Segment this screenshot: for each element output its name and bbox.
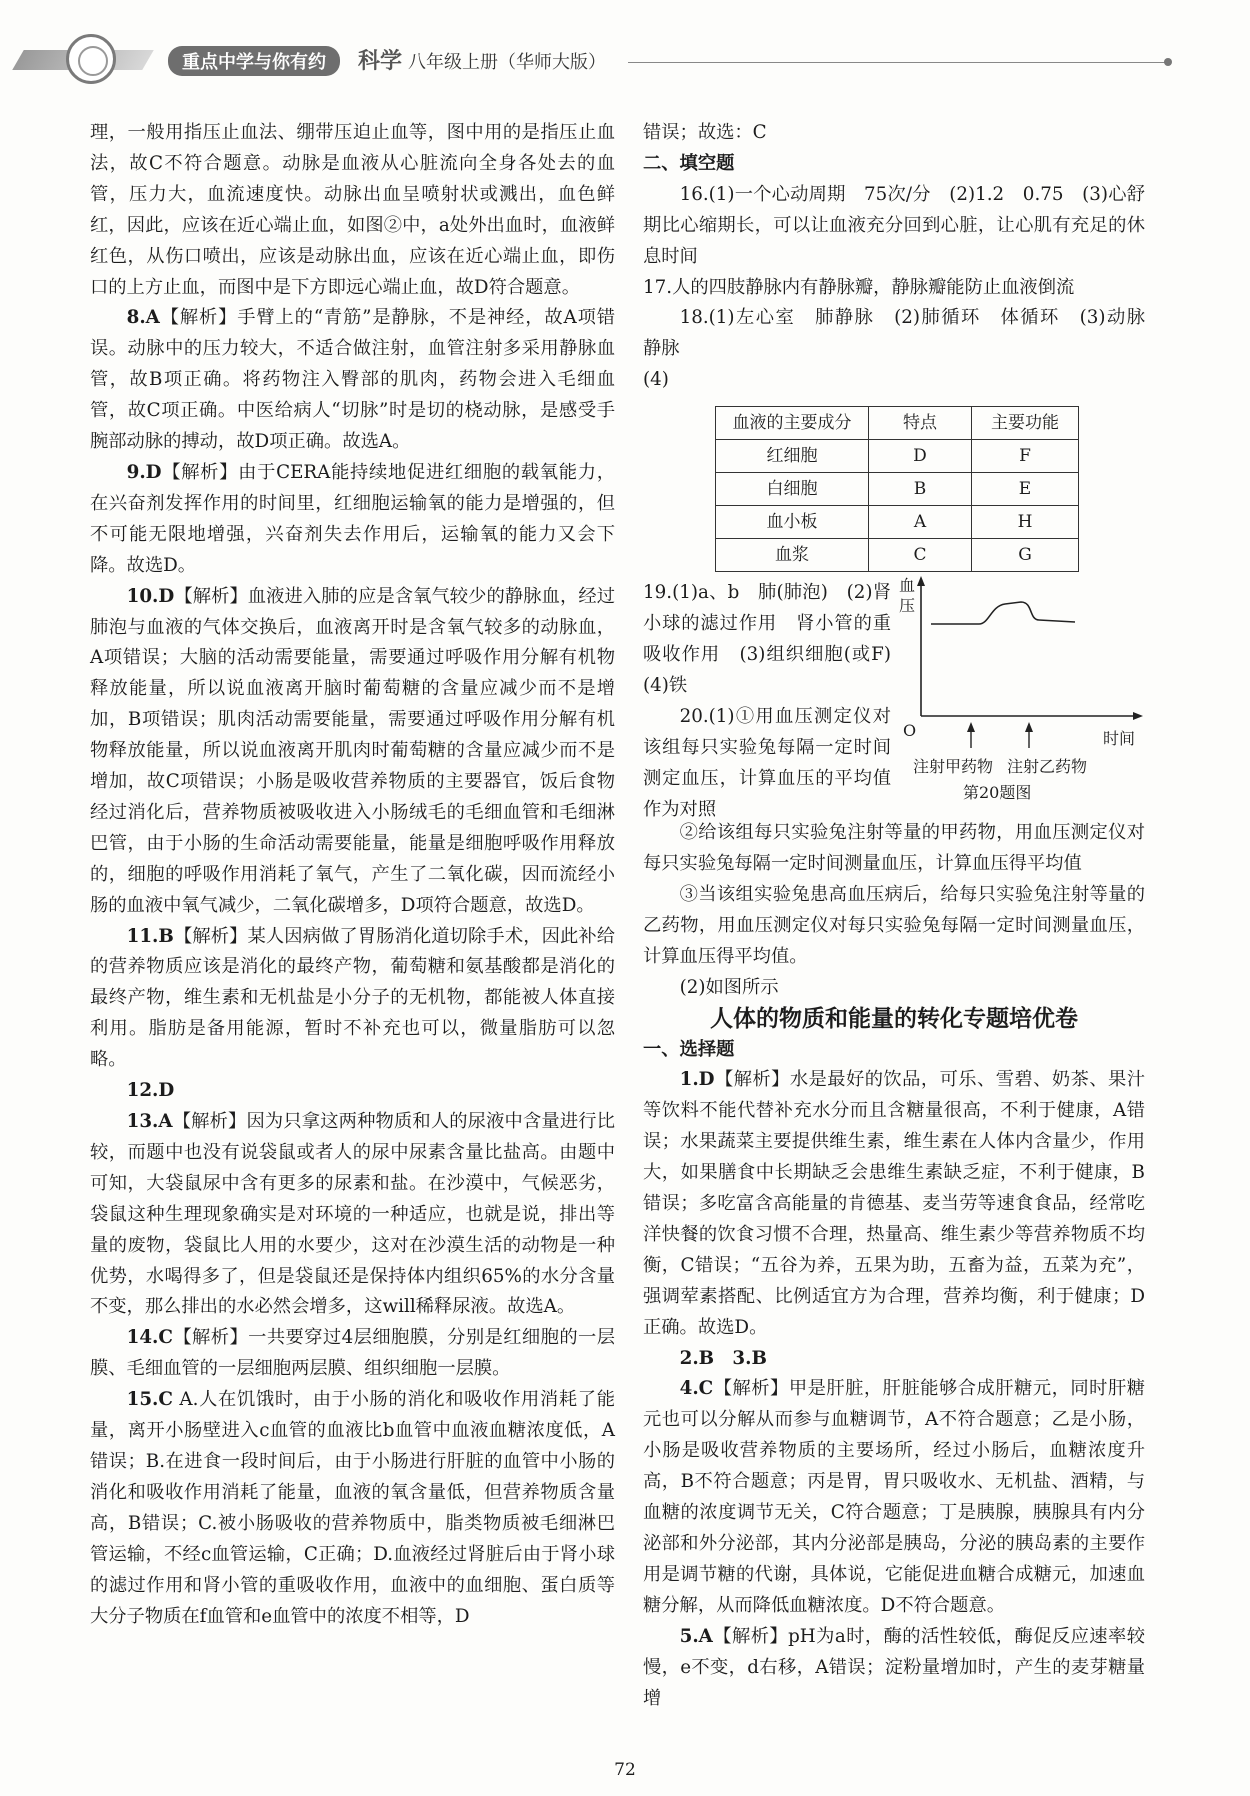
- answer-12: [90, 1076, 615, 1107]
- answer-9-text: 【解析】由于CERA能持续地促进红细胞的载氧能力，在兴奋剂发挥作用的时间里，红细胞运输氧的能力是增强的，但不可能无限地增强，兴奋剂失去作用后，运输氧的能力又会下降。故选D。: [90, 461, 615, 576]
- answer-8-text: 【解析】手臂上的“青筋”是静脉，不是神经，故A项错误。动脉中的压力较大，不适合做注射，血管注射多采用静脉血管，故B项正确。将药物注入臀部的肌肉，药物会进入毛细血管，故C项正确。中医给病人“切脉”时是切的桡动脉，是感受手腕部动脉的搏动，故D项正确。故选A。: [90, 307, 615, 453]
- answer-19-20-text: [643, 578, 910, 825]
- answer-8-number: 8.A: [126, 307, 160, 329]
- answer-20-part1: 20.(1)①用血压测定仪对该组每只实验兔每隔一定时间测定血压，计算血压的平均值作为对照: [643, 705, 891, 820]
- answer-15: [90, 1385, 615, 1632]
- answer-20-part2: ②给该组每只实验兔注射等量的甲药物，用血压测定仪对每只实验兔每隔一定时间测量血压，计算血压得平均值: [643, 822, 1145, 875]
- grade-title: 八年级上册（华师大版）: [408, 52, 606, 73]
- blood-component-table: [715, 406, 1079, 572]
- answer-14-text: 【解析】一共要穿过4层细胞膜，分别是红细胞的一层膜、毛细血管的一层细胞两层膜、组织细胞一层膜。: [90, 1327, 615, 1380]
- table-cell: E: [972, 473, 1079, 506]
- special-answer-5-number: 5.A: [679, 1625, 713, 1647]
- continued-answer-right: 错误；故选：C: [643, 122, 767, 143]
- table-row: [716, 473, 1079, 506]
- table-cell: 血小板: [716, 506, 869, 539]
- table-cell: D: [869, 440, 972, 473]
- table-cell: F: [972, 440, 1079, 473]
- answer-13-number: 13.A: [126, 1111, 173, 1132]
- table-cell: G: [972, 539, 1079, 572]
- table-header-row: [716, 407, 1079, 440]
- answer-9: [90, 458, 615, 582]
- table-cell: C: [869, 539, 972, 572]
- school-badge-icon: [66, 34, 116, 84]
- subject-title: 科学: [358, 49, 403, 74]
- arrow-up-icon: [1025, 722, 1033, 732]
- blood-pressure-figure: [893, 576, 1145, 806]
- table-cell: H: [972, 506, 1079, 539]
- continued-answer: 理，一般用指压止血法、绷带压迫止血等，图中用的是指压止血法，故C不符合题意。动脉是血液从心脏流向全身各处去的血管，压力大，血流速度快。动脉出血呈喷射状或溅出，血色鲜红，因此，应该在近心端止血，如图②中，a处外出血时，血液鲜红色，从伤口喷出，应该是动脉出血，应该在近心端止血，即伤口的上方止血，而图中是下方即远心端止血，故D符合题意。: [90, 122, 615, 298]
- special-answer-1-text: 【解析】水是最好的饮品，可乐、雪碧、奶茶、果汁等饮料不能代替补充水分而且含糖量很高，不利于健康，A错误；水果蔬菜主要提供维生素，维生素在人体内含量少，作用大，如果膳食中长期缺乏会患维生素缺乏症，不利于健康，B错误；多吃富含高能量的肯德基、麦当劳等速食食品，经常吃洋快餐的饮食习惯不合理，热量高、维生素少等营养物质不均衡，C错误；“五谷为养，五果为助，五畜为益，五菜为充”，强调荤素搭配、比例适宜方为合理，营养均衡，利于健康；D正确。故选D。: [643, 1069, 1145, 1338]
- header-rule: [628, 62, 1168, 63]
- right-column: [643, 118, 1164, 1714]
- special-answer-1: [643, 1065, 1145, 1343]
- table-cell: A: [869, 506, 972, 539]
- table-row: [716, 440, 1079, 473]
- answer-15-text: A.人在饥饿时，由于小肠的消化和吸收作用消耗了能量，离开小肠壁进入c血管的血液比b血管中血液血糖浓度低，A错误；B.在进食一段时间后，由于小肠进行肝脏的血管中小肠的消化和吸收作用消耗了能量，血液的氧含量低，但营养物质含量高，B错误；C.被小肠吸收的营养物质中，脂类物质被毛细淋巴管运输，不经c血管运输，C正确；D.血液经过肾脏后由于肾小球的滤过作用和肾小管的重吸收作用，血液中的血细胞、蛋白质等大分子物质在f血管和e血管中的浓度不相等，D: [90, 1389, 615, 1627]
- answer-19-20-block: [643, 578, 1145, 818]
- answer-14-number: 14.C: [126, 1327, 173, 1349]
- origin-label: O: [903, 721, 917, 741]
- answer-20-part3: ③当该组实验兔患高血压病后，给每只实验兔注射等量的乙药物，用血压测定仪对每只实验兔每隔一定时间测量血压，计算血压得平均值。: [643, 883, 1145, 967]
- answer-16: 16.(1)一个心动周期 75次/分 (2)1.2 0.75 (3)心舒期比心缩期长，可以让血液充分回到心脏，让心肌有充足的休息时间: [643, 183, 1145, 267]
- answer-13: [90, 1107, 615, 1323]
- answer-10-text: 【解析】血液进入肺的应是含氧气较少的静脉血，经过肺泡与血液的气体交换后，血液离开时是含氧气较多的动脉血，A项错误；大脑的活动需要能量，需要通过呼吸作用分解有机物释放能量，所以说血液离开脑时葡萄糖的含量应减少而不是增加，B项错误；肌肉活动需要能量，需要通过呼吸作用分解有机物释放能量，所以说血液离开肌肉时葡萄糖的含量应减少而不是增加，故C项错误；小肠是吸收营养物质的主要器官，饭后食物经过消化后，营养物质被吸收进入小肠绒毛的毛细血管和毛细淋巴管，由于小肠的生命活动需要能量，能量是细胞呼吸作用释放的，细胞的呼吸作用消耗了氧气，产生了二氧化碳，因而流经小肠的血液中氧气减少，二氧化碳增多，D项符合题意，故选D。: [90, 585, 615, 916]
- answer-18: 18.(1)左心室 肺静脉 (2)肺循环 体循环 (3)动脉 静脉: [643, 307, 1164, 360]
- header-rule-dot: [1164, 58, 1172, 66]
- answer-11: [90, 922, 615, 1077]
- page-header: [18, 34, 1168, 90]
- table-cell: B: [869, 473, 972, 506]
- table-header-cell: 主要功能: [972, 407, 1079, 440]
- figure-caption: 第20题图: [963, 783, 1032, 803]
- left-column: [90, 118, 615, 1632]
- arrow-1-label: 注射甲药物: [913, 757, 994, 777]
- special-answer-4: [643, 1374, 1145, 1621]
- special-answer-4-text: 【解析】甲是肝脏，肝脏能够合成肝糖元，同时肝糖元也可以分解从而参与血糖调节，A不符合题意；乙是小肠，小肠是吸收营养物质的主要场所，经过小肠后，血糖浓度升高，B不符合题意；丙是胃，胃只吸收水、无机盐、酒精，与血糖的浓度调节无关，C符合题意；丁是胰腺，胰腺具有内分泌部和外分泌部，其内分泌部是胰岛，分泌的胰岛素的主要作用是调节糖的代谢，具体说，它能促进血糖合成糖元，加速血糖分解，从而降低血糖浓度。D不符合题意。: [643, 1378, 1145, 1616]
- y-axis-label: 血压: [899, 576, 916, 616]
- answer-18-part4: (4): [643, 369, 669, 391]
- special-answer-1-number: 1.D: [679, 1069, 715, 1091]
- special-answer-4-number: 4.C: [679, 1378, 714, 1400]
- blood-pressure-curve: [931, 602, 1075, 624]
- fill-in-heading: 二、填空题: [643, 152, 735, 174]
- answer-9-number: 9.D: [126, 461, 162, 483]
- table-cell: 血浆: [716, 539, 869, 572]
- table-row: [716, 539, 1079, 572]
- answer-14: [90, 1323, 615, 1385]
- answer-8: [90, 303, 615, 458]
- table-row: [716, 506, 1079, 539]
- choice-heading: 一、选择题: [643, 1038, 735, 1060]
- arrow-up-icon: [967, 722, 975, 732]
- answer-10: [90, 582, 615, 922]
- arrow-2-label: 注射乙药物: [1007, 757, 1088, 777]
- answer-11-number: 11.B: [126, 925, 174, 947]
- answer-11-text: 【解析】某人因病做了胃肠消化道切除手术，因此补给的营养物质应该是消化的最终产物，葡萄糖和氨基酸都是消化的最终产物，维生素和无机盐是小分子的无机物，都能被人体直接利用。脂肪是备用能源，暂时不补充也可以，微量脂肪可以忽略。: [90, 925, 615, 1071]
- x-axis-label: 时间: [1103, 729, 1136, 749]
- answer-10-number: 10.D: [126, 585, 175, 607]
- table-cell: 红细胞: [716, 440, 869, 473]
- y-axis-arrow-icon: [917, 576, 925, 586]
- page-number: 72: [614, 1760, 636, 1780]
- table-cell: 白细胞: [716, 473, 869, 506]
- answer-20-part4: (2)如图所示: [679, 976, 779, 998]
- answer-15-number: 15.C: [126, 1389, 173, 1411]
- special-answer-5: [643, 1622, 1145, 1715]
- table-header-cell: 特点: [869, 407, 972, 440]
- answer-12-number: 12.D: [126, 1080, 175, 1102]
- answer-19: 19.(1)a、b 肺(肺泡) (2)肾小球的滤过作用 肾小管的重吸收作用 (3)组织细胞(或F) (4)铁: [643, 582, 910, 696]
- x-axis-arrow-icon: [1133, 712, 1143, 720]
- answer-17: 17.人的四肢静脉内有静脉瓣，静脉瓣能防止血液倒流: [643, 276, 1075, 298]
- table-header-cell: 血液的主要成分: [716, 407, 869, 440]
- special-answer-5-text: 【解析】pH为a时，酶的活性较低，酶促反应速率较慢，e不变，d右移，A错误；淀粉量增加时，产生的麦芽糖量增: [643, 1625, 1145, 1709]
- series-title: 重点中学与你有约: [168, 46, 340, 76]
- answer-13-text: 【解析】因为只拿这两种物质和人的尿液中含量进行比较，而题中也没有说袋鼠或者人的尿中尿素含量比盐高。由题中可知，大袋鼠尿中含有更多的尿素和盐。在沙漠中，气候恶劣，袋鼠这种生理现象确实是对环境的一种适应，也就是说，排出等量的废物，袋鼠比人用的水要少，这对在沙漠生活的动物是一种优势，水喝得多了，但是袋鼠还是保持体内组织65%的水分含量不变，那么排出的水必然会增多，这will稀释尿液。故选A。: [90, 1111, 615, 1318]
- section-title: 人体的物质和能量的转化专题培优卷: [710, 1005, 1078, 1032]
- special-answer-2-3: 2.B 3.B: [679, 1347, 767, 1369]
